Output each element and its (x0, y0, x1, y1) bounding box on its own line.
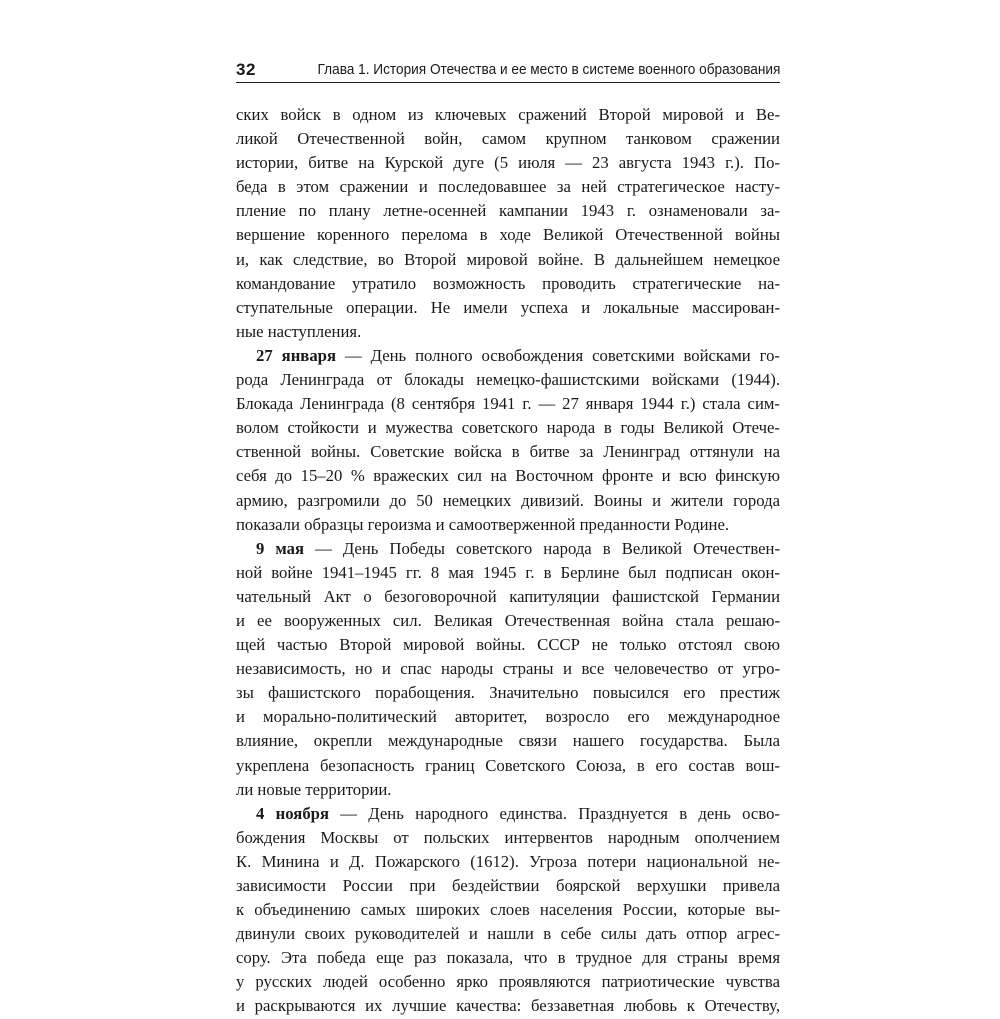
text-line: влияние, окрепли международные связи нашего государства. Была (236, 731, 780, 751)
line-text: — День полного освобождения советскими войсками го- (335, 345, 780, 365)
date-label: 4 ноября (256, 803, 329, 823)
text-line: ступательные операции. Не имели успеха и локальные массирован- (236, 297, 780, 317)
text-line: сору. Эта победа еще раз показала, что в трудное для страны время (236, 948, 780, 968)
text-line: и раскрываются их лучшие качества: беззаветная любовь к Отечеству, (236, 996, 780, 1016)
text-line: себя до 15–20 % вражеских сил на Восточном фронте и всю финскую (236, 466, 780, 486)
text-line: показали образцы героизма и самоотверженной преданности Родине. (236, 514, 730, 534)
text-line: ные наступления. (236, 321, 362, 341)
text-line: армию, разгромили до 50 немецких дивизий. Воины и жители города (236, 490, 780, 510)
text-line: бождения Москвы от польских интервентов народным ополчением (236, 827, 780, 847)
text-line: волом стойкости и мужества советского народа в годы Великой Отече- (236, 418, 780, 438)
text-line: у русских людей особенно ярко проявляются патриотические чувства (236, 972, 780, 992)
text-line: независимость, но и спас народы страны и все человечество от угро- (236, 659, 780, 679)
paragraph-first-line (236, 344, 780, 368)
text-line: чательный Акт о безоговорочной капитуляции фашистской Германии (236, 586, 780, 606)
text-line: К. Минина и Д. Пожарского (1612). Угроза потери национальной не- (236, 851, 780, 871)
text-line: зависимости России при бездействии боярской верхушки привела (236, 876, 780, 895)
text-line: и, как следствие, во Второй мировой войне. В дальнейшем немецкое (236, 249, 780, 269)
text-line: беда в этом сражении и последовавшее за ней стратегическое насту- (236, 177, 780, 197)
paragraph-first-line (236, 537, 780, 561)
text-line: щей частью Второй мировой войны. СССР не только отстоял свою (236, 635, 780, 655)
text-line: ной войне 1941–1945 гг. 8 мая 1945 г. в Берлине был подписан окон- (236, 562, 780, 582)
page-number: 32 (236, 60, 256, 79)
text-line: истории, битве на Курской дуге (5 июля — 23 августа 1943 г.). По- (236, 153, 780, 173)
page-header (236, 58, 780, 83)
line-text: — День Победы советского народа в Великой Отечествен- (304, 538, 781, 558)
line-text: — День народного единства. Празднуется в день осво- (328, 803, 780, 823)
text-line: ликой Отечественной войн, самом крупном танковом сражении (236, 129, 780, 149)
text-body (236, 103, 780, 1019)
text-line: ственной войны. Советские войска в битве за Ленинград оттянули на (236, 442, 780, 462)
text-line: командование утратило возможность проводить стратегические на- (236, 273, 780, 293)
text-line: Блокада Ленинграда (8 сентября 1941 г. — 27 января 1944 г.) стала сим- (236, 394, 780, 414)
text-line: и ее вооруженных сил. Великая Отечественная война стала решаю- (236, 610, 780, 630)
text-line: рода Ленинграда от блокады немецко-фашистскими войсками (1944). (236, 370, 780, 390)
text-line: пление по плану летне-осенней кампании 1943 г. ознаменовали за- (236, 201, 780, 221)
running-title: Глава 1. История Отечества и ее место в системе военного образования (317, 62, 780, 78)
text-line: укреплена безопасность границ Советского Союза, в его состав вош- (236, 755, 780, 775)
text-line: к объединению самых широких слоев населения России, которые вы- (236, 900, 780, 920)
text-line: вершение коренного перелома в ходе Великой Отечественной войны (236, 225, 780, 245)
text-line: двинули своих руководителей и нашли в себе силы дать отпор агрес- (236, 924, 780, 944)
paragraph-first-line (236, 802, 780, 826)
text-line: зы фашистского порабощения. Значительно повысился его престиж (236, 683, 780, 703)
text-line: ских войск в одном из ключевых сражений Второй мировой и Ве- (236, 105, 780, 124)
date-label: 27 января (256, 345, 336, 365)
text-line: и морально-политический авторитет, возросло его международное (236, 707, 780, 727)
date-label: 9 мая (256, 538, 305, 558)
text-line: ли новые территории. (236, 779, 392, 799)
